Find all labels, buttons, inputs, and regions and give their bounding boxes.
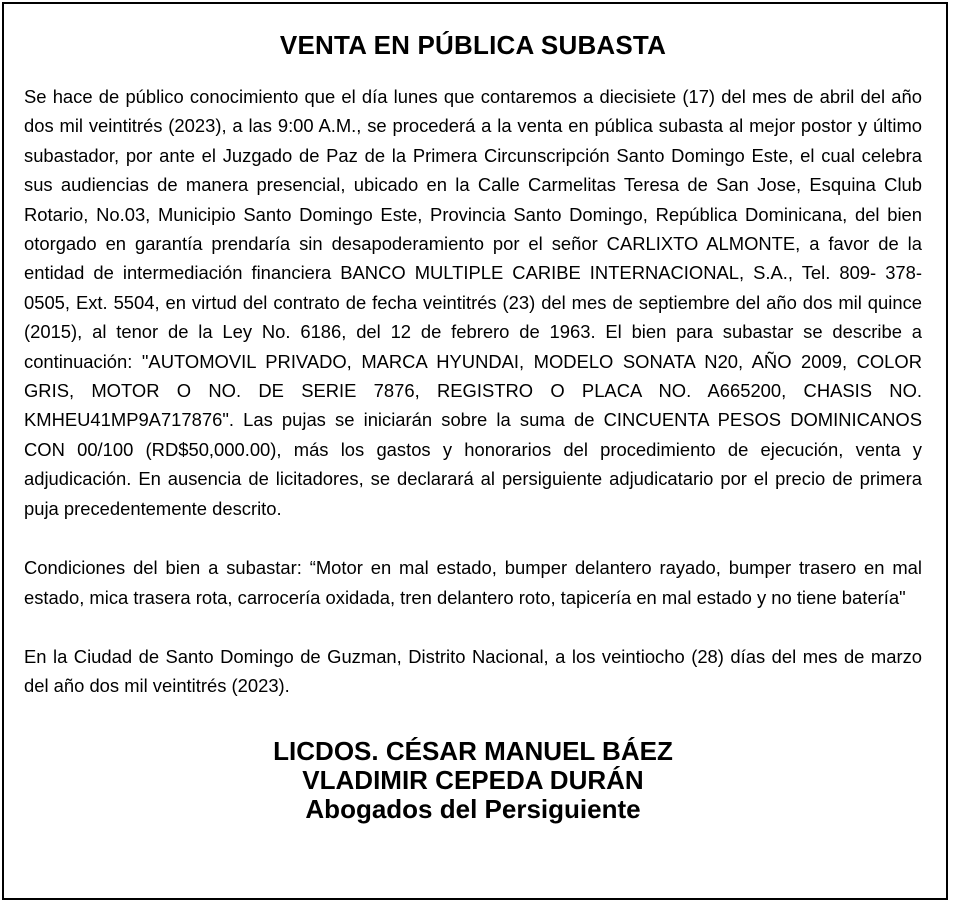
conditions-paragraph: Condiciones del bien a subastar: “Motor en mal estado, bumper delantero rayado, bumper trasero en mal estado, mica trasera rota, carrocería oxidada, tren delantero roto, tapicería en mal estado y no tiene batería" — [24, 557, 922, 608]
auction-details-paragraph: Se hace de público conocimiento que el día lunes que contaremos a diecisiete (17) del mes de abril del año dos mil veintitrés (2023), a las 9:00 A.M., se procederá a la venta en pública subasta al mejor postor y último subastador, por ante el Juzgado de Paz de la Primera Circunscripción Santo Domingo Este, el cual celebra sus audiencias de manera presencial, ubicado en la Calle Carmelitas Teresa de San Jose, Esquina Club Rotario, No.03, Municipio Santo Domingo Este, Provincia Santo Domingo, República Dominicana, del bien otorgado en garantía prendaría sin desapoderamiento por el señor CARLIXTO ALMONTE, a favor de la entidad de intermediación financiera BANCO MULTIPLE CARIBE INTERNACIONAL, S.A., Tel. 809- 378-0505, Ext. 5504, en virtud del contrato de fecha veintitrés (23) del mes de septiembre del año dos mil quince (2015), al tenor de la Ley No. 6186, del 12 de febrero de 1963. El bien para subastar se describe a continuación: "AUTOMOVIL PRIVADO, MARCA HYUNDAI, MODELO SONATA N20, AÑO 2009, COLOR GRIS, MOTOR O NO. DE SERIE 7876, REGISTRO O PLACA NO. A665200, CHASIS NO. KMHEU41MP9A717876". Las pujas se iniciarán sobre la suma de CINCUENTA PESOS DOMINICANOS CON 00/100 (RD$50,000.00), más los gastos y honorarios del procedimiento de ejecución, venta y adjudicación. En ausencia de licitadores, se declarará al persiguiente adjudicatario por el precio de primera puja precedentemente descrito. — [24, 86, 922, 519]
signature-line-lawyer-2: VLADIMIR CEPEDA DURÁN — [302, 764, 644, 795]
signature-line-lawyer-1: LICDOS. CÉSAR MANUEL BÁEZ — [273, 735, 673, 766]
notice-title: VENTA EN PÚBLICA SUBASTA — [279, 30, 667, 60]
date-place-paragraph: En la Ciudad de Santo Domingo de Guzman, Distrito Nacional, a los veintiocho (28) días del mes de marzo del año dos mil veintitrés (2023). — [24, 645, 922, 697]
signature-block — [24, 737, 922, 824]
signature-line-role: Abogados del Persiguiente — [305, 793, 641, 824]
legal-notice — [2, 2, 948, 900]
